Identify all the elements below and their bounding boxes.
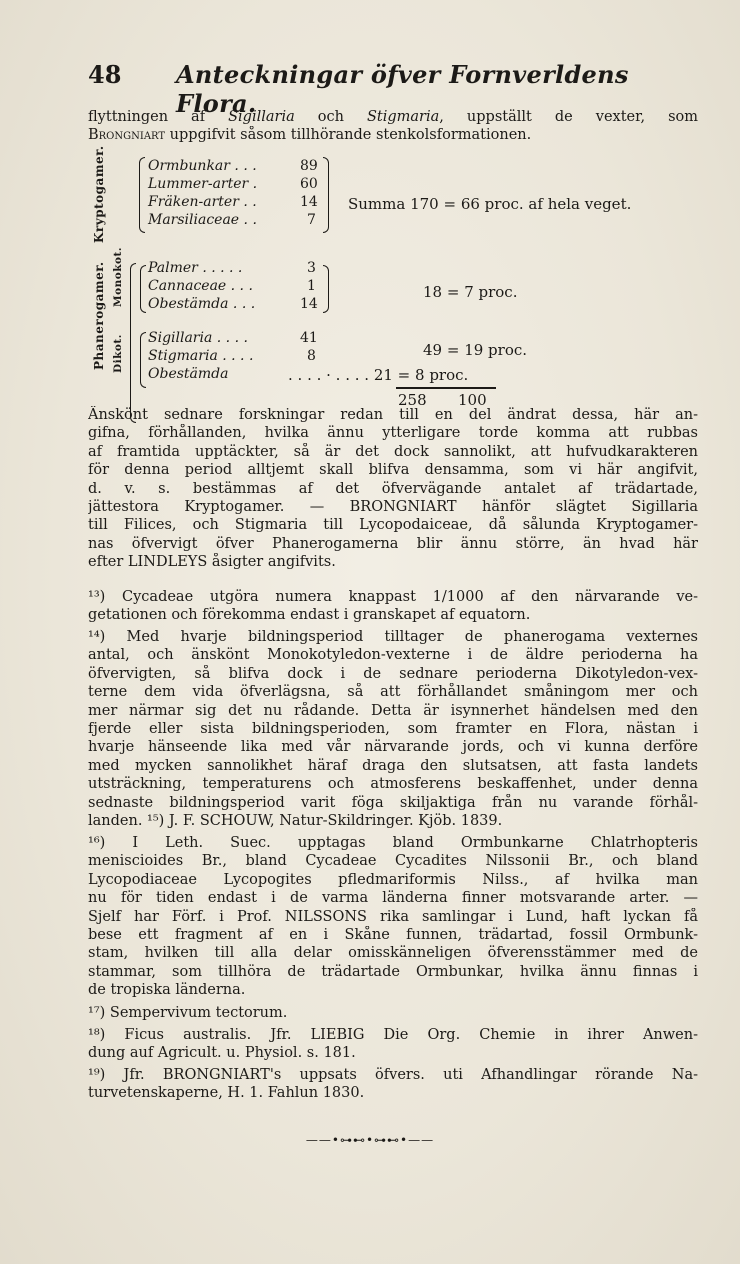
footnote-18	[88, 1026, 698, 1063]
tailpiece-ornament: ——•⊶⊷•⊶⊷•——	[305, 1133, 435, 1147]
main-paragraph	[88, 406, 698, 572]
footnote-17	[88, 1004, 698, 1022]
note14-line: antal, och änskönt Monokotyledon-vexterne i de äldre perioderna ha	[88, 647, 698, 664]
note18-line: dung auf Agricult. u. Physiol. s. 181.	[88, 1045, 356, 1062]
mono-row-2: Cannaceae . . .	[148, 278, 253, 294]
total-rule	[396, 387, 496, 389]
note19-line: ¹⁹) Jfr. BRONGNIART's uppsats öfvers. uti Afhandlingar rörande Na-	[88, 1067, 698, 1083]
label-kryptogamer: Kryptogamer.	[92, 145, 106, 243]
note14-line: öfvervigten, så blifva dock i de sednare perioderna Dikotyledon-vex-	[88, 665, 698, 682]
note16-line: bese ett fragment af en i Skåne funnen, trädartad, fossil Ormbunk-	[88, 926, 698, 943]
krypto-row-2-count: 60	[300, 176, 318, 192]
dikot-summa: 49 = 19 proc.	[423, 341, 528, 359]
flora-statistics-table	[88, 145, 698, 415]
note18-line: ¹⁸) Ficus australis. Jfr. LIEBIG Die Org. Chemie in ihrer Anwen-	[88, 1027, 698, 1043]
note13-line: getationen och förekomma endast i granskapet af equatorn.	[88, 607, 531, 624]
note16-line: de tropiska länderna.	[88, 982, 246, 999]
krypto-row-3-count: 14	[300, 194, 318, 210]
krypto-row-1-count: 89	[300, 158, 318, 174]
mono-row-2-count: 1	[307, 278, 316, 294]
dikot-row-1: Sigillaria . . . .	[148, 330, 248, 346]
mono-row-3-count: 14	[300, 296, 318, 312]
note13-line: ¹³) Cycadeae utgöra numera knappast 1/1000 af den närvarande ve-	[88, 589, 698, 605]
note14-line: utsträckning, temperaturens och atmosferens beskaffenhet, under denna	[88, 776, 698, 793]
dikot-row-3: Obestämda	[148, 366, 229, 382]
para1-line: gifna, förhållanden, hvilka ännu ytterligare torde komma att rubbas	[88, 425, 698, 442]
note19-line: turvetenskaperne, H. 1. Fahlun 1830.	[88, 1085, 365, 1102]
note16-line: stammar, som tillhöra de trädartade Ormbunkar, hvilka ännu finnas i	[88, 963, 698, 980]
dikot-row-2-count: 8	[307, 348, 316, 364]
para1-line: nas öfvervigt öfver Phanerogamerna blir ännu större, än hvad här	[88, 535, 698, 552]
intro-line-2: Brongniart uppgifvit såsom tillhörande stenkolsformationen.	[88, 127, 532, 144]
note16-line: stam, hvilken till alla delar omisskänneligen öfverensstämmer med de	[88, 945, 698, 962]
label-monokot: Monokot.	[112, 246, 124, 307]
note14-line: mer närmar sig det nu rådande. Detta är isynnerhet händelsen med den	[88, 702, 698, 719]
footnote-19	[88, 1066, 698, 1103]
mono-row-1-count: 3	[307, 260, 316, 276]
note14-line: sednaste bildningsperiod varit föga skiljaktiga från nu varande förhål-	[88, 794, 698, 811]
krypto-row-1: Ormbunkar . . .	[148, 158, 257, 174]
note14-line: terne dem vida öfverlägsna, så att förhållandet småningom mer och	[88, 684, 698, 701]
krypto-brace	[139, 157, 145, 233]
para1-line: jättestora Kryptogamer. — BRONGNIART hänför slägtet Sigillaria	[88, 498, 698, 515]
footnote-14-15	[88, 628, 698, 830]
intro-text	[88, 108, 698, 145]
dikot-brace	[140, 332, 146, 388]
footnote-17-line: ¹⁷) Sempervivum tectorum.	[88, 1005, 288, 1021]
note14-line: hvarje hänseende lika med vår närvarande jords, och vi kunna derföre	[88, 739, 698, 756]
note16-line: nu för tiden endast i de varma länderna finner motsvarande arter. —	[88, 890, 698, 907]
note16-line: meniscioides Br., bland Cycadeae Cycadites Nilssonii Br., och bland	[88, 853, 698, 870]
footnote-13	[88, 588, 698, 625]
page-number: 48	[88, 60, 122, 89]
note16-line: ¹⁶) I Leth. Suec. upptagas bland Ormbunkarne Chlatrhopteris	[88, 835, 698, 851]
phanero-brace	[130, 263, 136, 423]
krypto-row-3: Fräken-arter . .	[148, 194, 257, 210]
para1-line: efter LINDLEYS åsigter angifvits.	[88, 554, 336, 571]
krypto-summa: Summa 170 = 66 proc. af hela veget.	[348, 195, 632, 213]
dikot-row-1-count: 41	[300, 330, 318, 346]
note14-line: landen. ¹⁵) J. F. SCHOUW, Natur-Skildringer. Kjöb. 1839.	[88, 812, 503, 829]
krypto-brace-right	[323, 157, 329, 233]
para1-line: till Filices, och Stigmaria till Lycopodaiceae, då sålunda Kryptogamer-	[88, 517, 698, 534]
mono-row-3: Obestämda . . .	[148, 296, 256, 312]
para1-line: af framtida upptäckter, så är det dock sannolikt, att hufvudkarakteren	[88, 443, 698, 460]
note14-line: ¹⁴) Med hvarje bildningsperiod tilltager de phanerogama vexternes	[88, 629, 698, 645]
mono-brace	[140, 265, 146, 313]
footnote-16	[88, 834, 698, 1000]
note16-line: Lycopodiaceae Lycopogites pfledmariformis Nilss., af hvilka man	[88, 871, 698, 888]
intro-line-1: flyttningen af Sigillaria och Stigmaria, uppställt de vexter, som	[88, 109, 698, 125]
label-dikot: Dikot.	[112, 334, 124, 373]
para1-line: för denna period alltjemt skall blifva densamma, som vi här angifvit,	[88, 462, 698, 479]
note16-line: Sjelf har Förf. i Prof. NILSSONS rika samlingar i Lund, haft lyckan få	[88, 908, 698, 925]
total-percent: 100	[458, 391, 487, 409]
krypto-row-4-count: 7	[307, 212, 316, 228]
mono-summa: 18 = 7 proc.	[423, 283, 518, 301]
mono-brace-right	[323, 265, 329, 313]
krypto-row-2: Lummer-arter .	[148, 176, 258, 192]
dikot-row-2: Stigmaria . . . .	[148, 348, 254, 364]
para1-line: d. v. s. bestämmas af det öfvervägande antalet af trädartade,	[88, 480, 698, 497]
krypto-row-4: Marsiliaceae . .	[148, 212, 257, 228]
dikot-dots-sum: . . . . · . . . . 21 = 8 proc.	[288, 366, 469, 384]
total-count: 258	[398, 391, 427, 409]
running-title: Anteckningar öfver Fornverldens Flora.	[176, 60, 629, 118]
mono-row-1: Palmer . . . . .	[148, 260, 243, 276]
label-phanerogamer: Phanerogamer.	[92, 261, 106, 370]
para1-line: Änskönt sednare forskningar redan till en del ändrat dessa, här an-	[88, 407, 698, 423]
note14-line: fjerde eller sista bildningsperioden, som framter en Flora, nästan i	[88, 720, 698, 737]
note14-line: med mycken sannolikhet häraf draga den slutsatsen, att fasta landets	[88, 757, 698, 774]
